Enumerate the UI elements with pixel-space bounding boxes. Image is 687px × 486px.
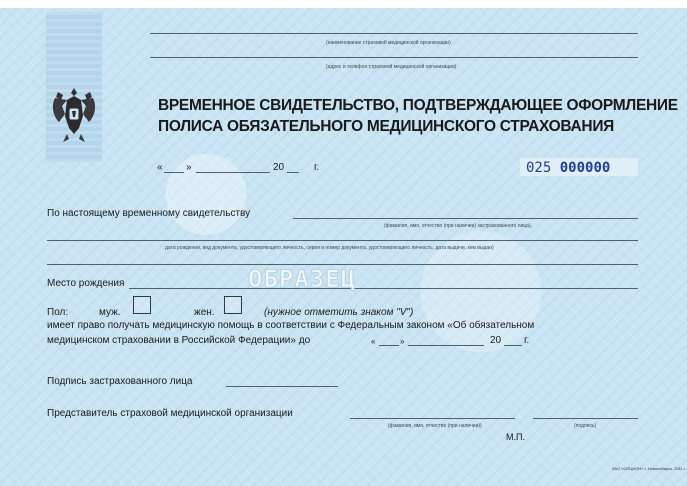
double-headed-eagle-icon [49, 84, 99, 146]
certificate-label: По настоящему временному свидетельству [47, 208, 251, 219]
gender-male-label: муж. [99, 307, 121, 318]
gender-label: Пол: [47, 307, 69, 318]
holder-name-line[interactable] [293, 218, 638, 219]
holder-details-caption: дата рождения, вид документа, удостоверяющего личность, серия и номер документа, удостоверяющего личность, дата выдачи, кем выдан) [165, 245, 494, 251]
serial-digits: 000000 [559, 160, 611, 176]
date-year-line[interactable] [287, 172, 299, 173]
gender-female-checkbox[interactable] [224, 296, 242, 314]
printer-code: ЗАО «ОПЦИОН» г. Новосибирск, 2011 г. [612, 466, 686, 471]
org-name-caption: (наименование страховой медицинской организации) [326, 40, 451, 46]
rights-line-1: имеет право получать медицинскую помощь в соответствии с Федеральным законом «Об обязательном [47, 320, 535, 331]
rights-line-2: медицинском страховании в Российской Федерации» до [47, 335, 311, 346]
valid-year-line[interactable] [504, 345, 522, 346]
valid-open-quote: « [371, 337, 376, 346]
holder-details-line[interactable] [47, 240, 638, 241]
valid-day-line[interactable] [379, 345, 399, 346]
date-century: 20 [273, 162, 285, 173]
valid-year-suffix: г. [524, 335, 530, 346]
gender-female-label: жен. [194, 307, 215, 318]
date-day-line[interactable] [164, 172, 184, 173]
representative-sign-line[interactable] [533, 418, 638, 419]
sample-stamp: ОБРАЗЕЦ [248, 265, 357, 293]
serial-series: 025 [526, 160, 552, 176]
date-open-quote: « [157, 162, 163, 173]
representative-sign-caption: (подпись) [574, 423, 597, 429]
valid-century: 20 [490, 335, 502, 346]
seal-mark: М.П. [506, 432, 525, 442]
title-line-1: ВРЕМЕННОЕ СВИДЕТЕЛЬСТВО, ПОДТВЕРЖДАЮЩЕЕ ОФОРМЛЕНИЕ [158, 97, 678, 114]
gender-male-checkbox[interactable] [133, 296, 151, 314]
org-address-caption: (адрес и телефон страховой медицинской организации) [326, 64, 457, 70]
org-address-line[interactable] [150, 57, 638, 58]
org-name-line[interactable] [150, 33, 638, 34]
date-month-line[interactable] [196, 172, 270, 173]
representative-label: Представитель страховой медицинской организации [47, 408, 293, 419]
date-close-quote: » [186, 162, 192, 173]
gender-note: (нужное отметить знаком "V") [264, 307, 414, 318]
date-year-suffix: г. [314, 162, 320, 173]
birthplace-label: Место рождения [47, 278, 125, 289]
signature-line[interactable] [226, 386, 338, 387]
serial-number [526, 160, 610, 176]
valid-close-quote: » [400, 337, 405, 346]
representative-name-line[interactable] [350, 418, 515, 419]
valid-month-line[interactable] [408, 345, 484, 346]
top-margin [0, 0, 687, 8]
holder-name-caption: (фамилия, имя, отчество (при наличии) застрахованного лица), [384, 223, 533, 229]
signature-label: Подпись застрахованного лица [47, 376, 193, 387]
representative-name-caption: (фамилия, имя, отчество (при наличии)) [388, 423, 482, 429]
title-line-2: ПОЛИСА ОБЯЗАТЕЛЬНОГО МЕДИЦИНСКОГО СТРАХОВАНИЯ [158, 118, 615, 135]
